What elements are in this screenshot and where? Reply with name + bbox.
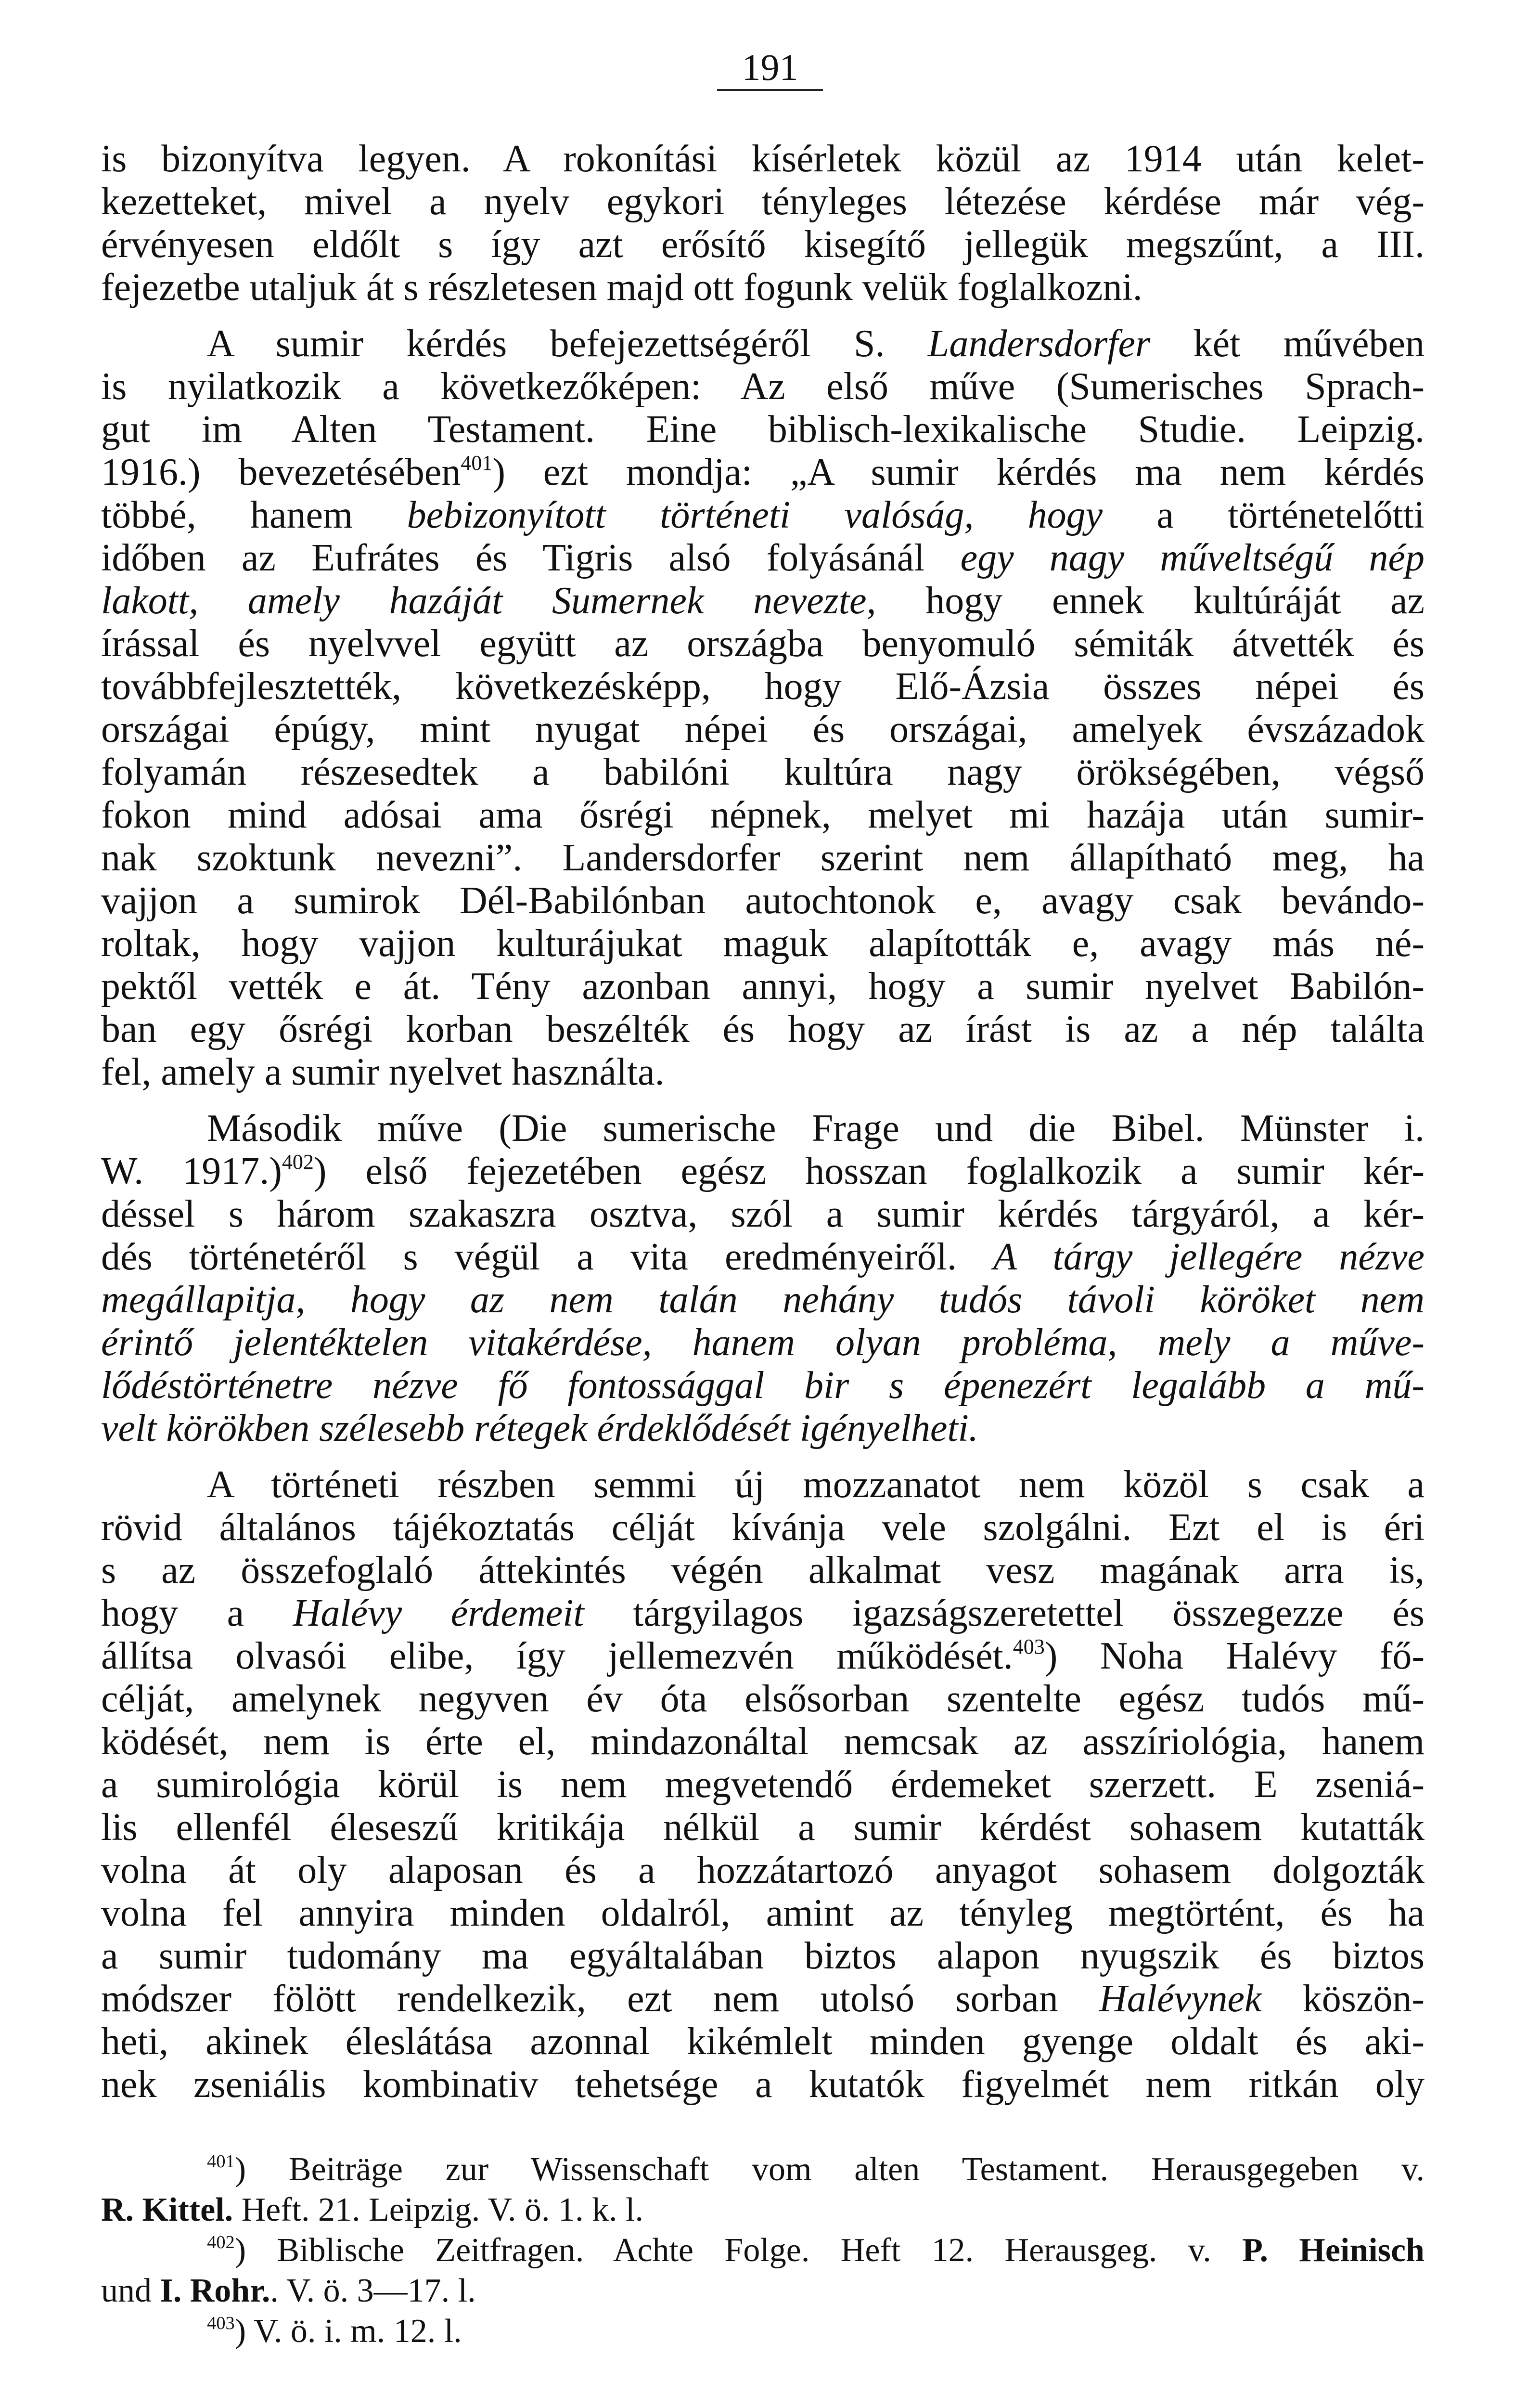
text-run: országai épúgy, mint nyugat népei és országai, amelyek évszázadok — [101, 708, 1424, 751]
text-run: ) V. ö. i. m. 12. l. — [234, 2313, 462, 2350]
italic-text: A tárgy jellegére nézve — [993, 1236, 1424, 1278]
text-run: időben az Eufrátes és Tigris alsó folyásánál — [101, 537, 961, 579]
text-line — [101, 1193, 1424, 1236]
text-run: fokon mind adósai ama ősrégi népnek, melyet mi hazája után sumir- — [101, 794, 1424, 836]
text-line — [101, 965, 1424, 1008]
text-run: két művében — [1150, 323, 1424, 365]
text-line — [101, 323, 1424, 365]
text-run: a sumir tudomány ma egyáltalában biztos alapon nyugszik és biztos — [101, 1935, 1424, 1977]
text-line — [101, 1849, 1424, 1892]
text-run: fel, amely a sumir nyelvet használta. — [101, 1051, 665, 1093]
paragraph — [101, 1107, 1424, 1450]
text-run: rövid általános tájékoztatás célját kívánja vele szolgálni. Ezt el is éri — [101, 1506, 1424, 1549]
text-run: a sumirológia körül is nem megvetendő érdemeket szerzett. E zseniá- — [101, 1763, 1424, 1806]
italic-text: Landersdorfer — [927, 323, 1151, 365]
text-line — [101, 1321, 1424, 1364]
text-line — [101, 2271, 1424, 2311]
body-text — [101, 138, 1424, 2106]
text-run: állítsa olvasói elibe, így jellemezvén működését. — [101, 1635, 1013, 1677]
text-line — [101, 1935, 1424, 1978]
text-line — [101, 1549, 1424, 1592]
text-run: A sumir kérdés befejezettségéről S. — [207, 323, 928, 365]
text-line — [101, 1678, 1424, 1721]
text-run: köszön- — [1261, 1978, 1424, 2020]
text-line — [101, 451, 1424, 494]
text-run: ban egy ősrégi korban beszélték és hogy az írást is az a nép találta — [101, 1008, 1424, 1050]
italic-text: bebizonyított történeti valóság, hogy — [407, 494, 1103, 536]
text-run: s az összefoglaló áttekintés végén alkalmat vesz magának arra is, — [101, 1549, 1424, 1592]
text-run: gut im Alten Testament. Eine biblisch-lexikalische Studie. Leipzig. — [101, 408, 1424, 451]
text-run: ) első fejezetében egész hosszan foglalkozik a sumir kér- — [313, 1150, 1424, 1192]
text-run: dés történetéről s végül a vita eredményeiről. — [101, 1236, 993, 1278]
footnote-ref: 401 — [461, 451, 493, 475]
text-run: folyamán részesedtek a babilóni kultúra nagy örökségében, végső — [101, 751, 1424, 793]
text-line — [101, 880, 1424, 922]
text-line — [101, 1279, 1424, 1321]
text-line — [101, 2020, 1424, 2063]
text-run: továbbfejlesztették, következésképp, hogy Elő-Ázsia összes népei és — [101, 665, 1424, 708]
text-run: ) Noha Halévy fő- — [1044, 1635, 1425, 1677]
italic-text: Halévy érdemeit — [293, 1592, 584, 1634]
text-run: . V. ö. 3—17. l. — [270, 2272, 476, 2309]
text-line — [101, 1721, 1424, 1763]
text-run: is nyilatkozik a következőképen: Az első műve (Sumerisches Sprach- — [101, 365, 1424, 408]
paragraph — [101, 138, 1424, 309]
italic-text: érintő jelentéktelen vitakérdése, hanem olyan probléma, mely a műve- — [101, 1321, 1424, 1364]
text-run: und — [101, 2272, 160, 2309]
text-run: lis ellenfél éleseszű kritikája nélkül a sumir kérdést sohasem kutatták — [101, 1806, 1424, 1849]
text-run: Heft. 21. Leipzig. V. ö. 1. k. l. — [233, 2191, 643, 2228]
text-line — [101, 751, 1424, 794]
text-run: roltak, hogy vajjon kulturájukat maguk alapították e, avagy más né- — [101, 922, 1424, 965]
text-line — [101, 1150, 1424, 1193]
footnotes — [101, 2149, 1424, 2352]
text-run: ) Biblische Zeitfragen. Achte Folge. Heft 12. Herausgeg. v. — [234, 2232, 1243, 2269]
text-line — [101, 1978, 1424, 2020]
footnote-ref: 403 — [1013, 1635, 1045, 1659]
text-run: tárgyilagos igazságszeretettel összegezze és — [584, 1592, 1425, 1634]
bold-text: I. Rohr. — [160, 2272, 270, 2309]
text-run: kezetteket, mivel a nyelv egykori tényleges létezése kérdése már vég- — [101, 181, 1424, 223]
text-line — [101, 794, 1424, 837]
text-run: nak szoktunk nevezni”. Landersdorfer szerint nem állapítható meg, ha — [101, 837, 1424, 879]
text-line — [101, 1592, 1424, 1635]
text-line — [101, 1236, 1424, 1279]
text-line — [101, 2311, 1424, 2352]
text-line — [101, 494, 1424, 537]
bold-text: R. Kittel. — [101, 2191, 233, 2228]
text-line — [101, 1892, 1424, 1935]
text-run: 1916.) bevezetésében — [101, 451, 461, 493]
text-line — [101, 1107, 1424, 1150]
text-run: többé, hanem — [101, 494, 407, 536]
text-line — [101, 537, 1424, 580]
text-run: ) Beiträge zur Wissenschaft vom alten Testament. Herausgegeben v. — [234, 2151, 1424, 2188]
text-line — [101, 622, 1424, 665]
paragraph — [101, 1463, 1424, 2106]
text-line — [101, 1008, 1424, 1051]
footnote — [101, 2311, 1424, 2352]
text-run: írással és nyelvvel együtt az országba benyomuló sémiták átvették és — [101, 622, 1424, 665]
italic-text: egy nagy műveltségű nép — [960, 537, 1424, 579]
text-line — [101, 922, 1424, 965]
text-line — [101, 1463, 1424, 1506]
text-run: nek zseniális kombinativ tehetsége a kutatók figyelmét nem ritkán oly — [101, 2063, 1424, 2106]
footnote-ref: 402 — [282, 1150, 314, 1174]
text-line — [101, 365, 1424, 408]
text-run: érvényesen eldőlt s így azt erősítő kisegítő jellegük megszűnt, a III. — [101, 223, 1424, 266]
text-run: volna fel annyira minden oldalról, amint az tényleg megtörtént, és ha — [101, 1892, 1424, 1934]
text-run: módszer fölött rendelkezik, ezt nem utolsó sorban — [101, 1978, 1099, 2020]
text-line — [101, 1635, 1424, 1678]
text-line — [101, 708, 1424, 751]
text-run: vajjon a sumirok Dél-Babilónban autochtonok e, avagy csak bevándo- — [101, 880, 1424, 922]
text-run: a történetelőtti — [1103, 494, 1424, 536]
footnote-ref: 401 — [207, 2151, 235, 2172]
text-line — [101, 1051, 1424, 1094]
footnote-ref: 403 — [207, 2313, 235, 2334]
italic-text: velt körökben szélesebb rétegek érdeklődését igényelheti. — [101, 1407, 978, 1449]
text-run: volna át oly alaposan és a hozzátartozó anyagot sohasem dolgozták — [101, 1849, 1424, 1891]
text-run: ködését, nem is érte el, mindazonáltal nemcsak az asszíriológia, hanem — [101, 1721, 1424, 1763]
text-line — [101, 2230, 1424, 2271]
text-line — [101, 223, 1424, 266]
text-run: ) ezt mondja: „A sumir kérdés ma nem kérdés — [492, 451, 1424, 493]
italic-text: megállapitja, hogy az nem talán nehány tudós távoli köröket nem — [101, 1279, 1424, 1321]
text-line — [101, 408, 1424, 451]
footnote — [101, 2230, 1424, 2311]
italic-text: Halévynek — [1099, 1978, 1262, 2020]
text-run: célját, amelynek negyven év óta elsősorban szentelte egész tudós mű- — [101, 1678, 1424, 1720]
text-run: W. 1917.) — [101, 1150, 282, 1192]
text-run: Második műve (Die sumerische Frage und die Bibel. Münster i. — [207, 1107, 1424, 1150]
text-run: is bizonyítva legyen. A rokonítási kísérletek közül az 1914 után kelet- — [101, 138, 1424, 180]
text-run: fejezetbe utaljuk át s részletesen majd ott fogunk velük foglalkozni. — [101, 266, 1142, 309]
page-number: 191 — [717, 0, 823, 91]
text-run: A történeti részben semmi új mozzanatot nem közöl s csak a — [207, 1463, 1424, 1506]
text-run: déssel s három szakaszra osztva, szól a sumir kérdés tárgyáról, a kér- — [101, 1193, 1424, 1235]
text-line — [101, 266, 1424, 309]
text-line — [101, 2190, 1424, 2230]
italic-text: lakott, amely hazáját Sumernek nevezte, — [101, 580, 876, 622]
footnote — [101, 2149, 1424, 2230]
text-line — [101, 665, 1424, 708]
footnote-ref: 402 — [207, 2232, 235, 2253]
text-line — [101, 1407, 1424, 1450]
paragraph — [101, 323, 1424, 1094]
text-run: hogy ennek kultúráját az — [876, 580, 1425, 622]
text-line — [101, 138, 1424, 181]
text-line — [101, 580, 1424, 622]
text-line — [101, 181, 1424, 223]
italic-text: lődéstörténetre nézve fő fontossággal bir s épenezért legalább a mű- — [101, 1364, 1424, 1407]
text-line — [101, 1506, 1424, 1549]
bold-text: P. Heinisch — [1242, 2232, 1424, 2269]
text-line — [101, 2149, 1424, 2190]
text-line — [101, 1806, 1424, 1849]
text-run: pektől vették e át. Tény azonban annyi, hogy a sumir nyelvet Babilón- — [101, 965, 1424, 1008]
text-line — [101, 2063, 1424, 2106]
text-line — [101, 1364, 1424, 1407]
text-run: heti, akinek éleslátása azonnal kikémlelt minden gyenge oldalt és aki- — [101, 2020, 1424, 2063]
text-line — [101, 837, 1424, 880]
text-line — [101, 1763, 1424, 1806]
text-run: hogy a — [101, 1592, 293, 1634]
